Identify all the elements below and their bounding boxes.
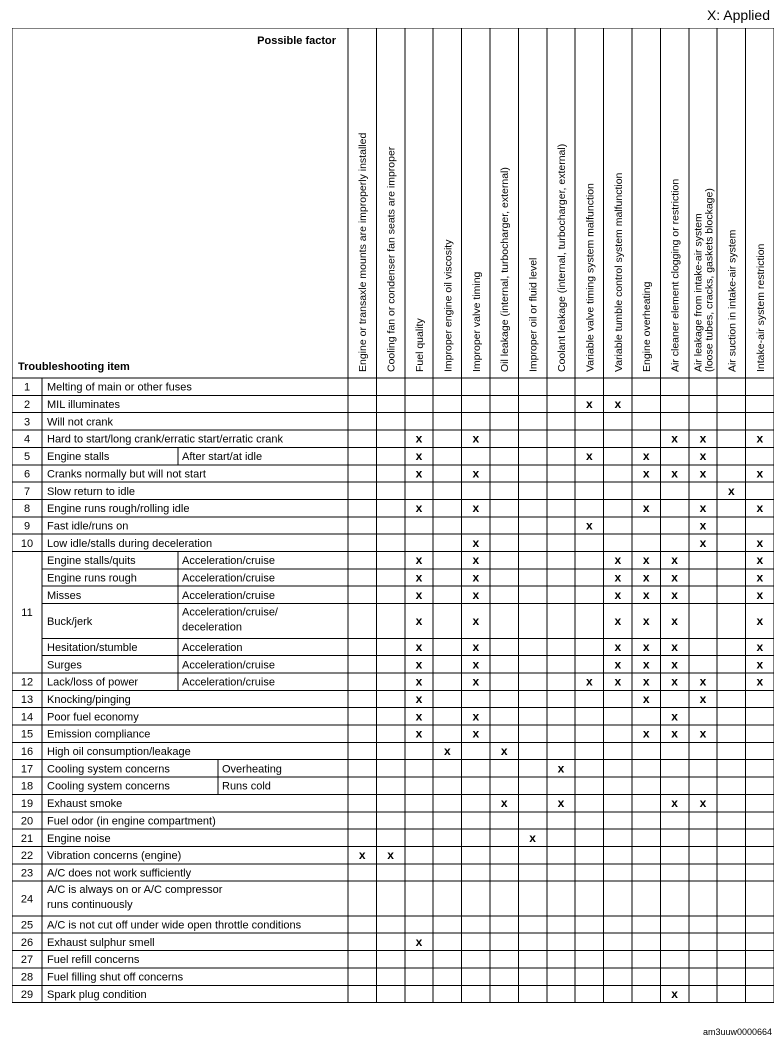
troubleshooting-item-text: Hard to start/long crank/erratic start/erratic crank: [47, 433, 283, 446]
row-number: 8: [23, 503, 31, 516]
factor-header: [613, 172, 625, 372]
troubleshooting-item-text: Emission compliance: [47, 728, 151, 741]
factor-label: Air leakage from intake-air system: [692, 213, 705, 372]
row-number: 29: [20, 988, 34, 1001]
applied-mark: x: [671, 613, 678, 628]
factor-label: Variable tumble control system malfunction: [612, 172, 625, 372]
applied-mark: x: [756, 657, 764, 672]
factor-header: [584, 183, 596, 372]
troubleshooting-item-text: Exhaust sulphur smell: [47, 936, 155, 949]
applied-mark: x: [415, 587, 423, 602]
applied-mark: x: [642, 639, 650, 654]
row-number: 13: [20, 693, 34, 706]
applied-mark: x: [415, 934, 423, 949]
applied-mark: x: [586, 397, 593, 412]
row-number: 16: [20, 746, 34, 759]
applied-mark: x: [671, 639, 678, 654]
row-number: 10: [20, 537, 34, 550]
possible-factor-label: Possible factor: [257, 35, 336, 47]
applied-mark: x: [586, 449, 593, 464]
factor-label: Engine overheating: [641, 281, 654, 372]
factor-header: [693, 188, 716, 372]
condition-text: Acceleration: [182, 641, 243, 654]
troubleshooting-item-text: Engine runs rough/rolling idle: [47, 503, 190, 516]
factor-label: Improper engine oil viscosity: [442, 239, 455, 372]
applied-mark: x: [415, 431, 423, 446]
applied-mark: x: [671, 466, 678, 481]
applied-mark: x: [671, 674, 678, 689]
row-number: 7: [23, 485, 31, 498]
condition-text: Runs cold: [222, 780, 271, 793]
applied-mark: x: [557, 761, 565, 776]
applied-mark: x: [642, 613, 650, 628]
row-number: 9: [23, 520, 31, 533]
applied-mark: x: [415, 657, 423, 672]
applied-mark: x: [472, 535, 480, 550]
row-number: 4: [23, 433, 31, 446]
row-number: 5: [23, 451, 31, 464]
troubleshooting-item-text: Buck/jerk: [47, 615, 93, 628]
factor-header: [726, 229, 738, 372]
applied-mark: x: [614, 587, 622, 602]
applied-mark: x: [671, 986, 678, 1001]
applied-mark: x: [614, 397, 622, 412]
applied-mark: x: [586, 674, 593, 689]
applied-mark: x: [642, 449, 650, 464]
factor-label: Variable valve timing system malfunction: [584, 183, 597, 372]
row-number: 24: [20, 893, 34, 906]
applied-mark: x: [756, 570, 764, 585]
applied-mark: x: [472, 570, 480, 585]
troubleshooting-item-text: Melting of main or other fuses: [47, 381, 192, 394]
troubleshooting-item-text: A/C is not cut off under wide open throttle conditions: [47, 919, 302, 932]
row-number: 6: [23, 468, 31, 481]
troubleshooting-table: [12, 28, 774, 1018]
applied-mark: x: [671, 796, 678, 811]
condition-text: Acceleration/cruise/: [182, 606, 278, 619]
factor-label: (loose tubes, cracks, gaskets blockage): [703, 188, 716, 372]
row-number: 2: [23, 399, 31, 412]
troubleshooting-item-text: Engine noise: [47, 832, 111, 845]
troubleshooting-item-text: Hesitation/stumble: [47, 641, 138, 654]
applied-mark: x: [557, 796, 565, 811]
condition-text: Acceleration/cruise: [182, 659, 275, 672]
troubleshooting-item-text: Misses: [47, 589, 82, 602]
row-number: 1: [23, 381, 31, 394]
applied-mark: x: [415, 709, 423, 724]
applied-mark: x: [586, 518, 593, 533]
applied-mark: x: [415, 570, 423, 585]
row-number: 25: [20, 919, 34, 932]
row-number: 21: [20, 832, 34, 845]
factor-header: [357, 133, 369, 372]
troubleshooting-item-text: Exhaust smoke: [47, 798, 123, 811]
factor-label: Cooling fan or condenser fan seats are improper: [385, 146, 398, 372]
troubleshooting-item-text: Fuel odor (in engine compartment): [47, 815, 216, 828]
applied-mark: x: [671, 587, 678, 602]
applied-mark: x: [472, 501, 480, 516]
applied-mark: x: [358, 848, 366, 863]
applied-mark: x: [614, 553, 622, 568]
factor-header: [414, 318, 426, 372]
row-number: 11: [21, 607, 33, 620]
factor-header: [499, 167, 511, 372]
applied-mark: x: [472, 587, 480, 602]
condition-text: Acceleration/cruise: [182, 676, 275, 689]
troubleshooting-item-text: MIL illuminates: [47, 399, 120, 412]
row-number: 15: [20, 728, 34, 741]
applied-mark: x: [529, 830, 536, 845]
row-number: 22: [20, 850, 34, 863]
factor-header: [528, 258, 540, 372]
applied-mark: x: [642, 501, 650, 516]
troubleshooting-item-text: Vibration concerns (engine): [47, 850, 182, 863]
applied-mark: x: [671, 431, 678, 446]
row-number: 23: [20, 867, 34, 880]
condition-text: Acceleration/cruise: [182, 589, 275, 602]
applied-mark: x: [387, 848, 394, 863]
troubleshooting-item-text: Engine runs rough: [47, 572, 137, 585]
troubleshooting-item-text: Fuel refill concerns: [47, 954, 140, 967]
factor-header: [670, 179, 682, 372]
row-number: 3: [23, 416, 31, 429]
row-number: 14: [20, 711, 34, 724]
factor-header: [641, 281, 653, 372]
applied-mark: x: [415, 613, 423, 628]
factor-label: Coolant leakage (internal, turbocharger, external): [556, 143, 568, 372]
applied-mark: x: [415, 553, 423, 568]
applied-mark: x: [699, 501, 707, 516]
row-number: 28: [20, 971, 34, 984]
troubleshooting-item-text: Engine stalls/quits: [47, 555, 136, 568]
troubleshooting-item-text: Fast idle/runs on: [47, 520, 129, 533]
applied-mark: x: [614, 657, 622, 672]
factor-header: [471, 271, 483, 372]
applied-mark: x: [671, 709, 678, 724]
troubleshooting-item-text: Cranks normally but will not start: [47, 468, 206, 481]
factor-header: [442, 239, 454, 372]
applied-mark: x: [472, 613, 480, 628]
applied-mark: x: [642, 691, 650, 706]
troubleshooting-item-text: Cooling system concerns: [47, 763, 170, 776]
factor-label: Air suction in intake-air system: [726, 229, 739, 372]
applied-mark: x: [756, 501, 764, 516]
applied-mark: x: [415, 466, 423, 481]
factor-label: Improper valve timing: [470, 271, 483, 372]
troubleshooting-item-text: Will not crank: [47, 416, 114, 429]
condition-text: Acceleration/cruise: [182, 555, 275, 568]
factor-header: [556, 144, 568, 372]
troubleshooting-item-text: Surges: [47, 659, 82, 672]
applied-mark: x: [756, 553, 764, 568]
applied-mark: x: [756, 466, 764, 481]
applied-mark: x: [642, 553, 650, 568]
troubleshooting-item-text: Knocking/pinging: [47, 693, 131, 706]
applied-mark: x: [472, 553, 480, 568]
applied-mark: x: [671, 553, 678, 568]
applied-mark: x: [699, 449, 707, 464]
document-id: am3uuw0000664: [702, 1027, 772, 1037]
troubleshooting-item-text: High oil consumption/leakage: [47, 746, 191, 759]
applied-mark: x: [756, 587, 764, 602]
factor-label: Improper oil or fluid level: [527, 257, 540, 372]
condition-text: Overheating: [222, 763, 282, 776]
applied-mark: x: [756, 431, 764, 446]
applied-mark: x: [500, 796, 508, 811]
factor-label: Fuel quality: [414, 318, 426, 372]
applied-mark: x: [699, 796, 707, 811]
applied-mark: x: [472, 639, 480, 654]
troubleshooting-item-text: Fuel filling shut off concerns: [47, 971, 184, 984]
applied-mark: x: [472, 657, 480, 672]
troubleshooting-item-text: Poor fuel economy: [47, 711, 139, 724]
applied-mark: x: [472, 431, 480, 446]
troubleshooting-item-text: runs continuously: [47, 899, 133, 912]
applied-mark: x: [614, 570, 622, 585]
applied-legend: X: Applied: [706, 7, 770, 23]
factor-label: Intake-air system restriction: [754, 243, 767, 372]
row-number: 20: [20, 815, 34, 828]
applied-mark: x: [415, 449, 423, 464]
factor-label: Oil leakage (internal, turbocharger, external): [499, 167, 512, 372]
applied-mark: x: [642, 466, 650, 481]
applied-mark: x: [756, 639, 764, 654]
troubleshooting-item-text: Slow return to idle: [47, 485, 136, 498]
factor-label: Air cleaner element clogging or restriction: [669, 178, 682, 372]
applied-mark: x: [472, 709, 480, 724]
applied-mark: x: [642, 657, 650, 672]
applied-mark: x: [756, 613, 764, 628]
troubleshooting-item-text: Lack/loss of power: [47, 676, 139, 689]
applied-mark: x: [415, 726, 423, 741]
applied-mark: x: [472, 674, 480, 689]
row-number: 18: [20, 780, 34, 793]
applied-mark: x: [472, 726, 480, 741]
row-number: 26: [20, 936, 34, 949]
applied-mark: x: [699, 431, 707, 446]
applied-mark: x: [500, 744, 508, 759]
troubleshooting-item-text: A/C is always on or A/C compressor: [47, 884, 223, 897]
applied-mark: x: [415, 674, 423, 689]
troubleshooting-item-label: Troubleshooting item: [18, 361, 130, 373]
applied-mark: x: [756, 535, 764, 550]
applied-mark: x: [699, 518, 707, 533]
applied-mark: x: [415, 501, 423, 516]
applied-mark: x: [671, 726, 678, 741]
applied-mark: x: [728, 483, 735, 498]
applied-mark: x: [415, 639, 423, 654]
applied-mark: x: [699, 726, 707, 741]
factor-header: [386, 146, 398, 372]
condition-text: Acceleration/cruise: [182, 572, 275, 585]
applied-mark: x: [614, 613, 622, 628]
troubleshooting-item-text: Engine stalls: [47, 451, 110, 464]
applied-mark: x: [671, 657, 678, 672]
applied-mark: x: [699, 691, 707, 706]
applied-mark: x: [699, 466, 707, 481]
row-number: 17: [20, 763, 34, 776]
condition-text: After start/at idle: [182, 451, 263, 464]
applied-mark: x: [642, 726, 650, 741]
applied-mark: x: [472, 466, 480, 481]
row-number: 27: [20, 954, 34, 967]
applied-mark: x: [614, 639, 622, 654]
applied-mark: x: [415, 691, 423, 706]
row-number: 19: [20, 798, 34, 811]
condition-text: deceleration: [182, 621, 242, 634]
applied-mark: x: [614, 674, 622, 689]
troubleshooting-item-text: Cooling system concerns: [47, 780, 170, 793]
applied-mark: x: [699, 674, 707, 689]
applied-mark: x: [642, 570, 650, 585]
applied-mark: x: [756, 674, 764, 689]
applied-mark: x: [444, 744, 451, 759]
troubleshooting-item-text: A/C does not work sufficiently: [47, 867, 192, 880]
factor-label: Engine or transaxle mounts are improperly installed: [357, 132, 370, 372]
factor-header: [755, 243, 767, 372]
troubleshooting-item-text: Low idle/stalls during deceleration: [47, 537, 213, 550]
troubleshooting-item-text: Spark plug condition: [47, 988, 147, 1001]
applied-mark: x: [642, 674, 650, 689]
applied-mark: x: [699, 535, 707, 550]
applied-mark: x: [671, 570, 678, 585]
row-number: 12: [20, 676, 34, 689]
applied-mark: x: [642, 587, 650, 602]
